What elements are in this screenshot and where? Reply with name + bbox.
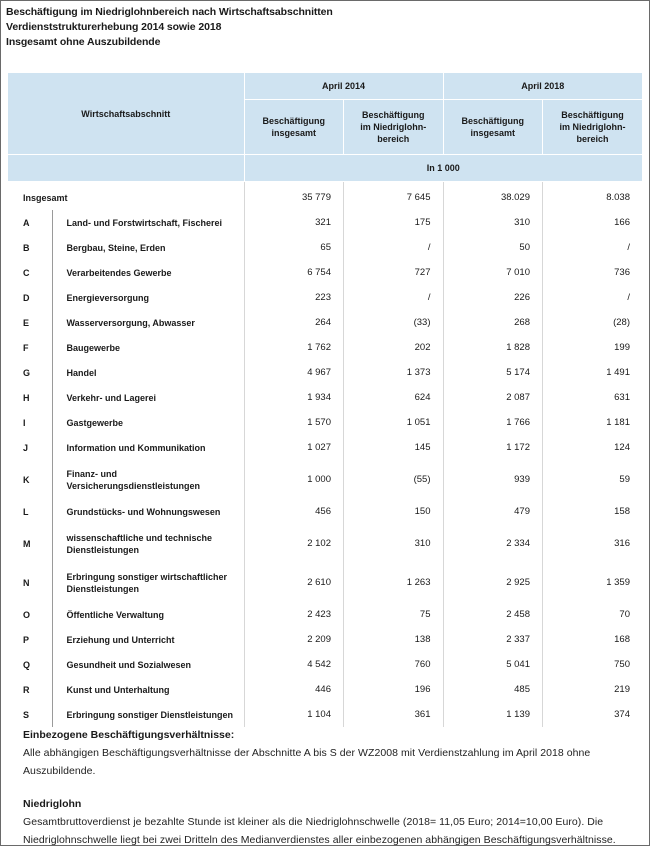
row-code: G — [23, 367, 31, 378]
cell-2014-total: 446 — [244, 677, 344, 702]
cell-2018-low: (28) — [543, 310, 643, 335]
cell-2018-low: 168 — [543, 627, 643, 652]
row-code: E — [23, 317, 30, 328]
header-low-line1: Beschäftigung — [361, 110, 425, 120]
cell-2014-total: 2 102 — [244, 524, 344, 563]
row-code: F — [23, 342, 29, 353]
row-code: R — [23, 684, 30, 695]
notes-section — [23, 728, 623, 846]
table-row — [8, 335, 642, 360]
cell-2018-low: / — [543, 285, 643, 310]
cell-2014-low: 7 645 — [344, 182, 444, 211]
row-code: P — [23, 634, 30, 645]
cell-2014-low: 138 — [344, 627, 444, 652]
header-low-line3: bereich — [377, 134, 410, 144]
cell-2018-total: 2 087 — [443, 385, 543, 410]
cell-2014-total: 6 754 — [244, 260, 344, 285]
table-row — [8, 435, 642, 460]
row-code: M — [23, 538, 31, 549]
header-low-line2: im Niedriglohn- — [360, 122, 427, 132]
cell-2014-total: 1 027 — [244, 435, 344, 460]
table-scope: Insgesamt ohne Auszubildende — [6, 36, 161, 48]
header-section-label: Wirtschaftsabschnitt — [8, 73, 244, 155]
cell-2014-low: 727 — [344, 260, 444, 285]
note-heading-employment: Einbezogene Beschäftigungsverhältnisse: — [23, 729, 235, 741]
cell-2018-low: 199 — [543, 335, 643, 360]
cell-2018-low: 166 — [543, 210, 643, 235]
cell-2018-total: 7 010 — [443, 260, 543, 285]
header-unit-spacer — [8, 155, 244, 182]
cell-2018-low: 59 — [543, 460, 643, 499]
cell-2018-total: 2 334 — [443, 524, 543, 563]
cell-2018-low: 124 — [543, 435, 643, 460]
cell-2014-total: 35 779 — [244, 182, 344, 211]
row-name: Handel — [52, 360, 244, 385]
cell-2018-total: 268 — [443, 310, 543, 335]
row-name: Wasserversorgung, Abwasser — [52, 310, 244, 335]
row-name-line1: Finanz- und — [66, 468, 117, 479]
cell-2014-low: / — [344, 235, 444, 260]
row-name — [52, 524, 244, 563]
cell-2018-total: 1 766 — [443, 410, 543, 435]
header-low-line3: bereich — [576, 134, 609, 144]
cell-2014-total: 456 — [244, 499, 344, 524]
cell-2018-total: 1 172 — [443, 435, 543, 460]
cell-2014-low: 150 — [344, 499, 444, 524]
table-row — [8, 360, 642, 385]
table-row-total — [8, 182, 642, 211]
row-name: Erziehung und Unterricht — [52, 627, 244, 652]
header-period-2018: April 2018 — [443, 73, 642, 100]
row-name: Gesundheit und Sozialwesen — [52, 652, 244, 677]
row-label-total: Insgesamt — [23, 193, 68, 203]
cell-2014-total: 264 — [244, 310, 344, 335]
row-code: B — [23, 242, 30, 253]
cell-2018-low: 1 181 — [543, 410, 643, 435]
cell-2014-low: 361 — [344, 702, 444, 727]
title-block — [6, 5, 333, 50]
table-row — [8, 602, 642, 627]
header-total-line2: insgesamt — [470, 128, 516, 138]
note-text-lowwage: Gesamtbruttoverdienst je bezahlte Stunde ist kleiner als die Niedriglohnschwelle (2018= 11,05 Euro; 2014=10,00 Euro). Die Niedriglohnschwelle liegt bei zwei Dritteln des Medianverdienstes aller einbezogenen abhängigen Beschäftigungsverhältnisse. — [23, 816, 616, 846]
cell-2014-total: 1 000 — [244, 460, 344, 499]
table-row — [8, 410, 642, 435]
data-table-wrapper — [8, 73, 642, 727]
row-code: Q — [23, 659, 31, 670]
row-name: Information und Kommunikation — [52, 435, 244, 460]
header-total-line2: insgesamt — [271, 128, 317, 138]
header-total-line1: Beschäftigung — [262, 116, 325, 126]
table-row — [8, 310, 642, 335]
header-2014-total — [244, 100, 344, 155]
row-code: S — [23, 709, 30, 720]
row-name: Verarbeitendes Gewerbe — [52, 260, 244, 285]
header-total-line1: Beschäftigung — [461, 116, 524, 126]
row-code: N — [23, 577, 30, 588]
cell-2018-low: / — [543, 235, 643, 260]
table-row — [8, 652, 642, 677]
cell-2018-total: 50 — [443, 235, 543, 260]
header-low-line2: im Niedriglohn- — [559, 122, 626, 132]
row-name-line2: Dienstleistungen — [66, 583, 140, 594]
table-row — [8, 285, 642, 310]
row-code: C — [23, 267, 30, 278]
cell-2014-total: 1 104 — [244, 702, 344, 727]
table-row — [8, 677, 642, 702]
cell-2014-low: / — [344, 285, 444, 310]
row-name: Verkehr- und Lagerei — [52, 385, 244, 410]
table-row — [8, 235, 642, 260]
cell-2014-low: 1 263 — [344, 563, 444, 602]
table-header — [8, 73, 642, 182]
table-row — [8, 627, 642, 652]
row-name: Bergbau, Steine, Erden — [52, 235, 244, 260]
table-row — [8, 563, 642, 602]
table-row — [8, 385, 642, 410]
cell-2018-total: 2 337 — [443, 627, 543, 652]
cell-2018-low: 1 491 — [543, 360, 643, 385]
row-code: L — [23, 506, 29, 517]
cell-2018-total: 1 139 — [443, 702, 543, 727]
cell-2018-total: 5 174 — [443, 360, 543, 385]
table-row — [8, 460, 642, 499]
header-period-2014: April 2014 — [244, 73, 443, 100]
note-text-employment: Alle abhängigen Beschäftigungsverhältnisse der Abschnitte A bis S der WZ2008 mit Verdienstzahlung im April 2018 ohne Auszubildende. — [23, 747, 591, 777]
table-subtitle: Verdienststrukturerhebung 2014 sowie 2018 — [6, 21, 222, 33]
header-2018-total — [443, 100, 543, 155]
row-name: Baugewerbe — [52, 335, 244, 360]
cell-2014-total: 2 209 — [244, 627, 344, 652]
cell-2014-low: 624 — [344, 385, 444, 410]
row-name: Energieversorgung — [52, 285, 244, 310]
cell-2018-low: 750 — [543, 652, 643, 677]
row-name: Erbringung sonstiger Dienstleistungen — [52, 702, 244, 727]
cell-2018-total: 2 458 — [443, 602, 543, 627]
cell-2014-low: 1 373 — [344, 360, 444, 385]
cell-2014-low: (55) — [344, 460, 444, 499]
cell-2014-total: 223 — [244, 285, 344, 310]
cell-2018-low: 374 — [543, 702, 643, 727]
cell-2018-low: 1 359 — [543, 563, 643, 602]
data-table — [8, 73, 642, 727]
cell-2014-total: 321 — [244, 210, 344, 235]
table-row — [8, 260, 642, 285]
cell-2018-total: 310 — [443, 210, 543, 235]
row-name-line2: Versicherungsdienstleistungen — [66, 480, 201, 491]
cell-2018-low: 736 — [543, 260, 643, 285]
row-code: I — [23, 417, 26, 428]
cell-2014-total: 2 610 — [244, 563, 344, 602]
row-code: J — [23, 442, 29, 453]
row-name — [52, 460, 244, 499]
cell-2018-low: 70 — [543, 602, 643, 627]
cell-2014-total: 1 762 — [244, 335, 344, 360]
row-name-line1: Erbringung sonstiger wirtschaftlicher — [66, 571, 228, 582]
cell-2018-low: 8.038 — [543, 182, 643, 211]
cell-2014-low: 202 — [344, 335, 444, 360]
row-name-line1: wissenschaftliche und technische — [66, 532, 213, 543]
table-row — [8, 499, 642, 524]
row-name: Öffentliche Verwaltung — [52, 602, 244, 627]
header-2014-low — [344, 100, 444, 155]
row-code: O — [23, 609, 31, 620]
cell-2018-total: 939 — [443, 460, 543, 499]
cell-2018-total: 226 — [443, 285, 543, 310]
row-name-line2: Dienstleistungen — [66, 544, 140, 555]
header-2018-low — [543, 100, 643, 155]
cell-2018-low: 316 — [543, 524, 643, 563]
cell-2014-low: 760 — [344, 652, 444, 677]
cell-2018-total: 5 041 — [443, 652, 543, 677]
cell-2014-total: 2 423 — [244, 602, 344, 627]
cell-2018-total: 1 828 — [443, 335, 543, 360]
cell-2014-total: 65 — [244, 235, 344, 260]
note-heading-lowwage: Niedriglohn — [23, 798, 82, 810]
table-row — [8, 210, 642, 235]
row-code: D — [23, 292, 30, 303]
row-code: H — [23, 392, 30, 403]
cell-2014-low: (33) — [344, 310, 444, 335]
row-name — [52, 563, 244, 602]
row-code: A — [23, 217, 30, 228]
cell-2014-low: 175 — [344, 210, 444, 235]
cell-2018-low: 158 — [543, 499, 643, 524]
cell-2014-total: 1 934 — [244, 385, 344, 410]
table-row — [8, 702, 642, 727]
row-name: Kunst und Unterhaltung — [52, 677, 244, 702]
table-row — [8, 524, 642, 563]
cell-2018-low: 631 — [543, 385, 643, 410]
cell-2018-total: 485 — [443, 677, 543, 702]
table-title: Beschäftigung im Niedriglohnbereich nach Wirtschaftsabschnitten — [6, 6, 333, 18]
cell-2014-low: 196 — [344, 677, 444, 702]
cell-2018-total: 38.029 — [443, 182, 543, 211]
cell-2014-low: 1 051 — [344, 410, 444, 435]
row-code: K — [23, 474, 30, 485]
cell-2014-total: 4 967 — [244, 360, 344, 385]
cell-2014-low: 145 — [344, 435, 444, 460]
cell-2018-total: 2 925 — [443, 563, 543, 602]
row-name: Gastgewerbe — [52, 410, 244, 435]
cell-2018-total: 479 — [443, 499, 543, 524]
header-low-line1: Beschäftigung — [561, 110, 624, 120]
cell-2018-low: 219 — [543, 677, 643, 702]
row-name: Grundstücks- und Wohnungswesen — [52, 499, 244, 524]
cell-2014-total: 1 570 — [244, 410, 344, 435]
row-name: Land- und Forstwirtschaft, Fischerei — [52, 210, 244, 235]
table-body — [8, 182, 642, 728]
cell-2014-low: 310 — [344, 524, 444, 563]
cell-2014-low: 75 — [344, 602, 444, 627]
cell-2014-total: 4 542 — [244, 652, 344, 677]
header-unit: In 1 000 — [244, 155, 642, 182]
